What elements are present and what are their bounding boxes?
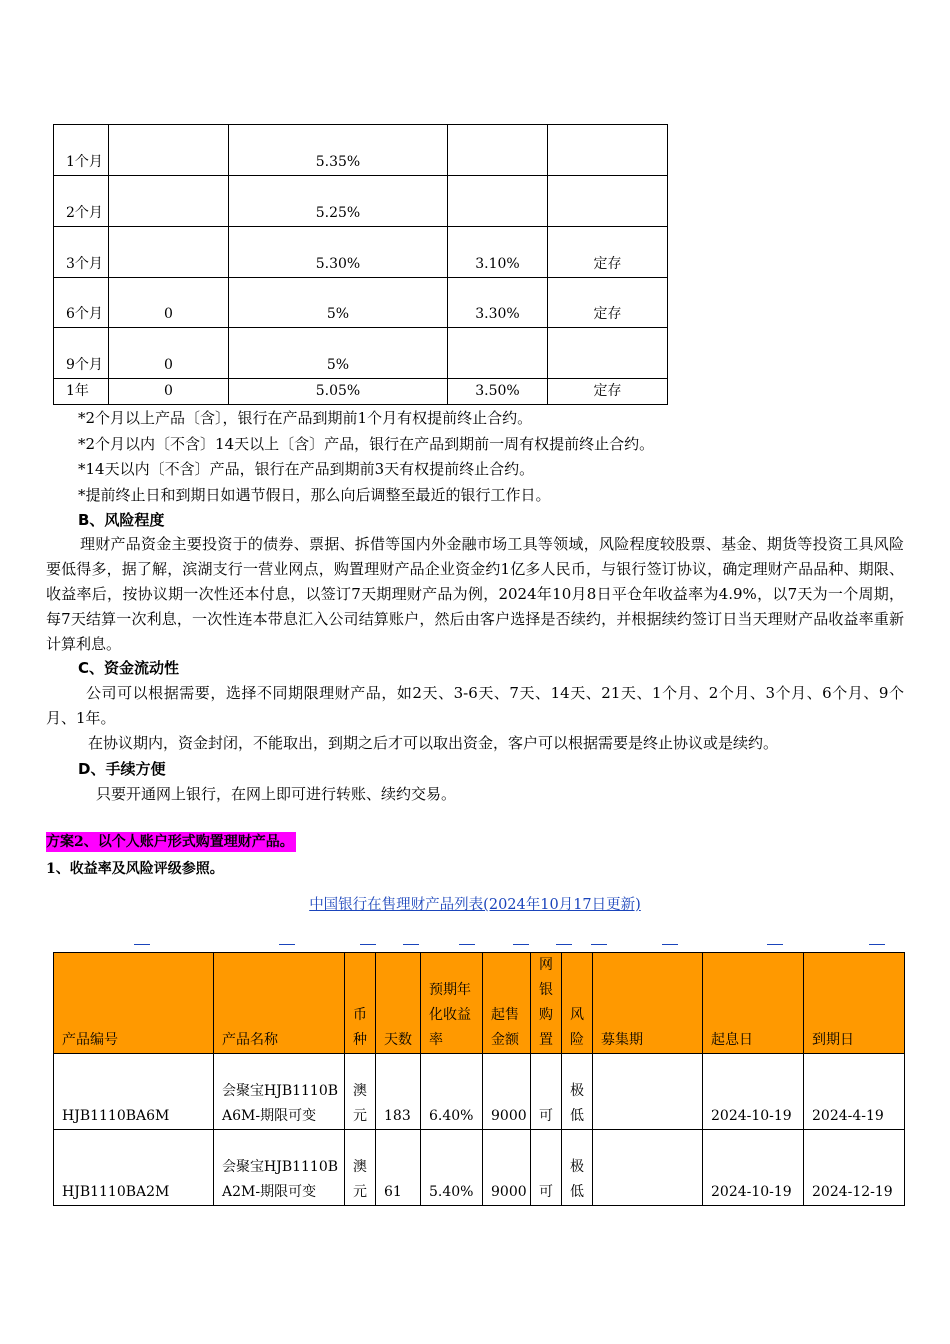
column-header: 网银购置	[531, 953, 562, 1054]
product-list-link[interactable]: 中国银行在售理财产品列表(2024年10月17日更新)	[309, 897, 641, 913]
link-dash[interactable]	[459, 944, 475, 945]
table-row: HJB1110BA2M 会聚宝HJB1110BA2M-期限可变 澳元 61 5.40% 9000 可 极低 2024-10-19 2024-12-19	[54, 1130, 905, 1206]
column-header: 预期年化收益率	[421, 953, 483, 1054]
term-cell: 1年	[54, 379, 109, 405]
term-cell: 3个月	[54, 227, 109, 278]
link-dash[interactable]	[767, 944, 783, 945]
column-header: 到期日	[804, 953, 905, 1054]
link-dash[interactable]	[134, 944, 150, 945]
note-line: *2个月以上产品〔含〕，银行在产品到期前1个月有权提前终止合约。	[78, 409, 533, 427]
link-dash[interactable]	[591, 944, 607, 945]
link-dash[interactable]	[662, 944, 678, 945]
column-header: 产品名称	[214, 953, 345, 1054]
note-line: *提前终止日和到期日如遇节假日，那么向后调整至最近的银行工作日。	[78, 486, 551, 504]
note-line: *14天以内〔不含〕产品，银行在产品到期前3天有权提前终止合约。	[78, 460, 535, 478]
table-row: 1年 0 5.05% 3.50% 定存	[54, 379, 668, 405]
column-header: 募集期	[593, 953, 703, 1054]
table-row: 2个月 5.25%	[54, 176, 668, 227]
table-row: HJB1110BA6M 会聚宝HJB1110BA6M-期限可变 澳元 183 6.40% 9000 可 极低 2024-10-19 2024-4-19	[54, 1054, 905, 1130]
link-dash[interactable]	[513, 944, 529, 945]
table-row: 6个月 0 5% 3.30% 定存	[54, 278, 668, 328]
table-row: 3个月 5.30% 3.10% 定存	[54, 227, 668, 278]
table-row: 1个月 5.35%	[54, 125, 668, 176]
section-c-heading: C、资金流动性	[78, 659, 180, 677]
link-dash[interactable]	[403, 944, 419, 945]
section-b-heading: B、风险程度	[78, 511, 165, 529]
term-cell: 9个月	[54, 328, 109, 379]
column-header: 产品编号	[54, 953, 214, 1054]
table-header-row	[54, 953, 905, 1054]
plan2-subtitle: 1、收益率及风险评级参照。	[46, 861, 224, 877]
section-b-text: 理财产品资金主要投资于的债券、票据、拆借等国内外金融市场工具等领域，风险程度较股票、基金、期货等投资工具风险要低得多，据了解，滨湖支行一营业网点，购置理财产品企业资金约1亿多人民币，与银行签订协议，确定理财产品品种、期限、收益率后，按协议期一次性还本付息，以签订7天期理财产品为例，2024年10月8日平仓年收益率为4.9%，以7天为一个周期，每7天结算一次利息，一次性连本带息汇入公司结算账户，然后由客户选择是否续约，并根据续约签订日当天理财产品收益率重新计算利息。	[46, 535, 904, 653]
column-header: 天数	[376, 953, 421, 1054]
term-cell: 1个月	[54, 125, 109, 176]
column-header: 起息日	[703, 953, 804, 1054]
table-row: 9个月 0 5%	[54, 328, 668, 379]
term-cell: 6个月	[54, 278, 109, 328]
section-d-text: 只要开通网上银行，在网上即可进行转账、续约交易。	[96, 785, 457, 803]
link-dash[interactable]	[279, 944, 295, 945]
section-d-heading: D、手续方便	[78, 760, 166, 778]
plan2-title: 方案2、以个人账户形式购置理财产品。	[46, 834, 294, 850]
term-cell: 2个月	[54, 176, 109, 227]
column-header: 风险	[562, 953, 593, 1054]
term-rate-table	[53, 124, 668, 405]
product-table	[53, 952, 905, 1206]
column-header: 币种	[345, 953, 376, 1054]
link-dash[interactable]	[556, 944, 572, 945]
link-dash[interactable]	[869, 944, 885, 945]
section-c-text-2: 在协议期内，资金封闭，不能取出，到期之后才可以取出资金，客户可以根据需要是终止协议或是续约。	[88, 734, 779, 752]
link-dash[interactable]	[360, 944, 376, 945]
note-line: *2个月以内〔不含〕14天以上〔含〕产品，银行在产品到期前一周有权提前终止合约。	[78, 435, 655, 453]
section-c-text-1: 公司可以根据需要，选择不同期限理财产品，如2天、3-6天、7天、14天、21天、1个月、2个月、3个月、6个月、9个月、1年。	[46, 684, 904, 727]
column-header: 起售金额	[483, 953, 531, 1054]
